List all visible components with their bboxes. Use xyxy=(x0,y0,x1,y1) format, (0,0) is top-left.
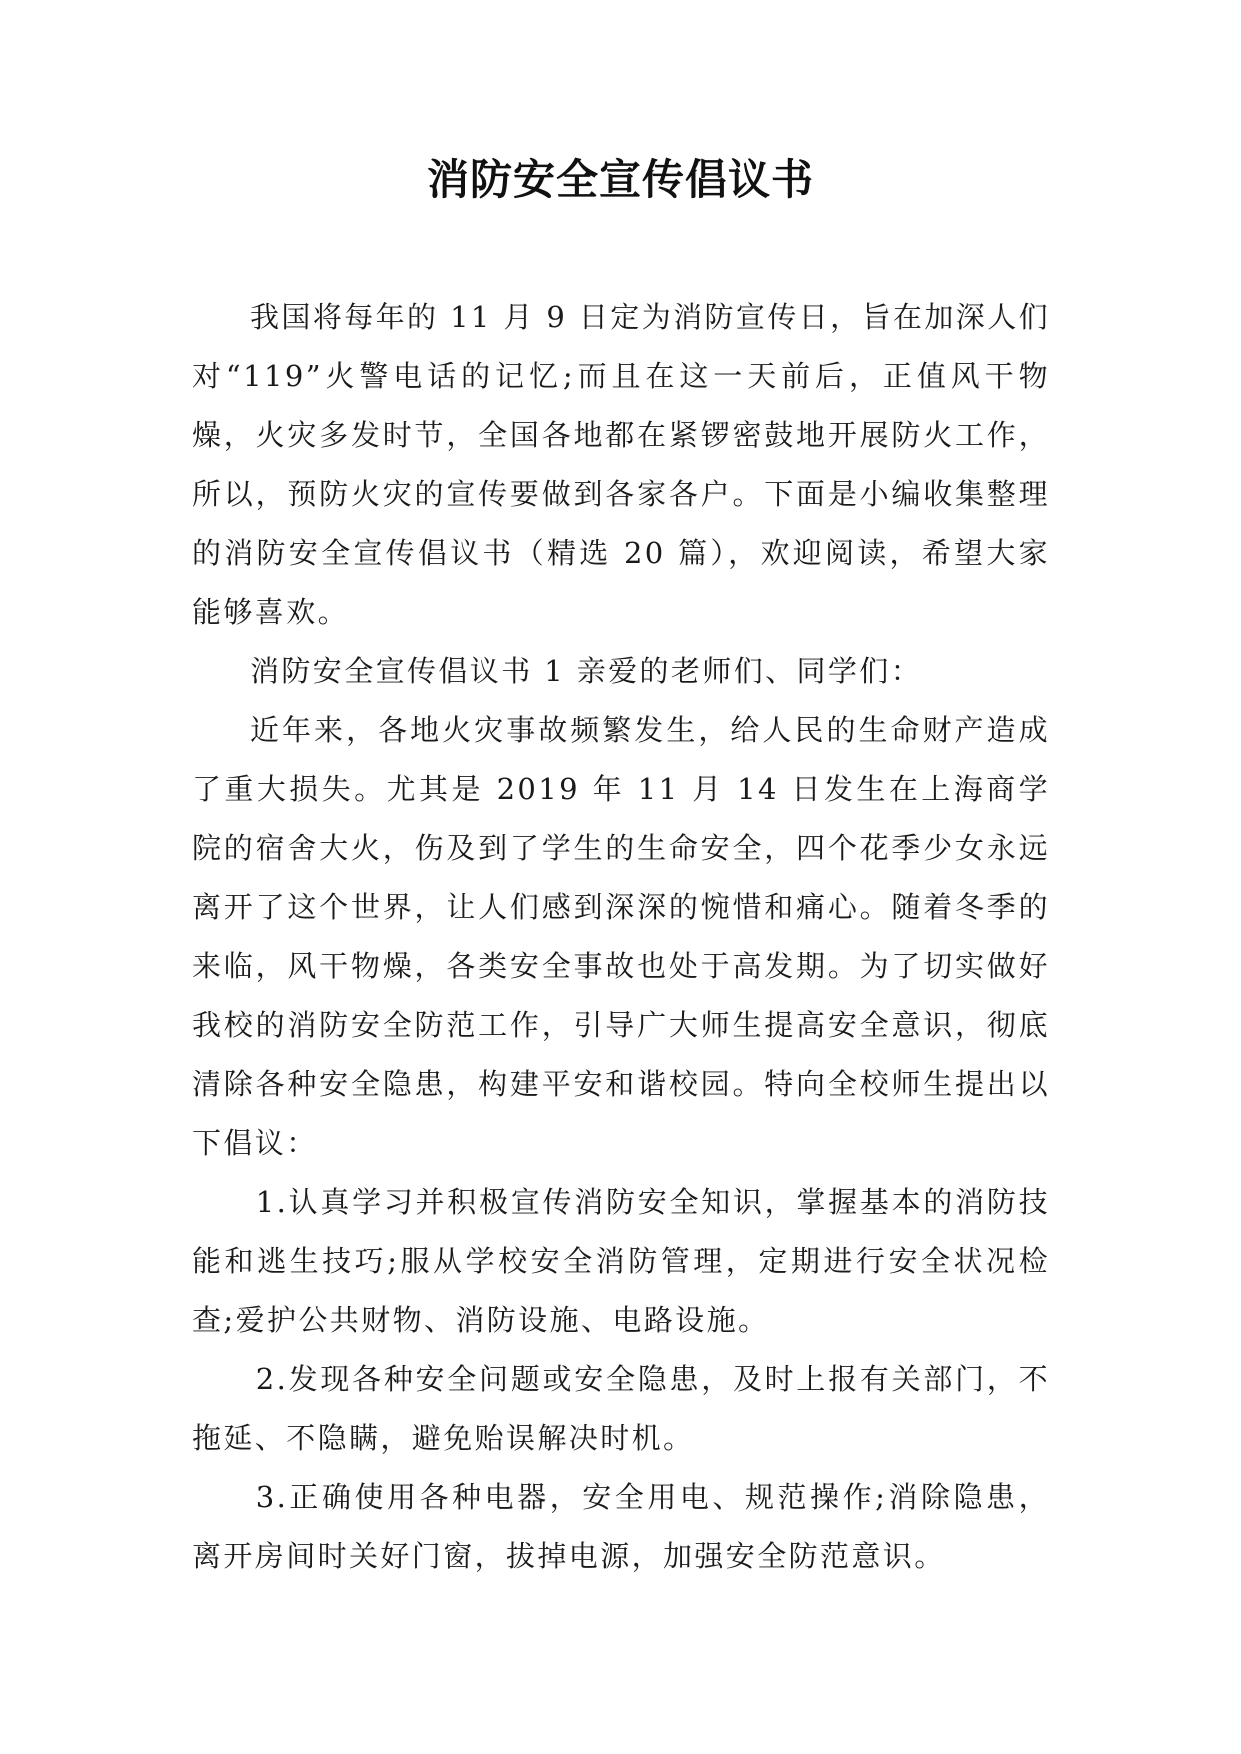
salutation-paragraph: 消防安全宣传倡议书 1 亲爱的老师们、同学们： xyxy=(250,654,923,688)
proposal-item-1: 1.认真学习并积极宣传消防安全知识，掌握基本的消防技能和逃生技巧;服从学校安全消防管理，定期进行安全状况检查;爱护公共财物、消防设施、电路设施。 xyxy=(192,1185,1050,1337)
document-body xyxy=(192,288,1050,1586)
background-paragraph: 近年来，各地火灾事故频繁发生，给人民的生命财产造成了重大损失。尤其是 2019 年 11 月 14 日发生在上海商学院的宿舍大火，伤及到了学生的生命安全，四个花季少女永远离开了这个世界，让人们感到深深的惋惜和痛心。随着冬季的来临，风干物燥，各类安全事故也处于高发期。为了切实做好我校的消防安全防范工作，引导广大师生提高安全意识，彻底清除各种安全隐患，构建平安和谐校园。特向全校师生提出以下倡议： xyxy=(192,713,1050,1160)
proposal-item-2: 2.发现各种安全问题或安全隐患，及时上报有关部门，不拖延、不隐瞒，避免贻误解决时机。 xyxy=(192,1362,1050,1455)
intro-paragraph: 我国将每年的 11 月 9 日定为消防宣传日，旨在加深人们对“119”火警电话的记忆;而且在这一天前后，正值风干物燥，火灾多发时节，全国各地都在紧锣密鼓地开展防火工作，所以，预防火灾的宣传要做到各家各户。下面是小编收集整理的消防安全宣传倡议书（精选 20 篇），欢迎阅读，希望大家能够喜欢。 xyxy=(192,300,1050,629)
document-title: 消防安全宣传倡议书 xyxy=(426,155,814,204)
proposal-item-3: 3.正确使用各种电器，安全用电、规范操作;消除隐患，离开房间时关好门窗，拔掉电源，加强安全防范意识。 xyxy=(192,1480,1050,1573)
